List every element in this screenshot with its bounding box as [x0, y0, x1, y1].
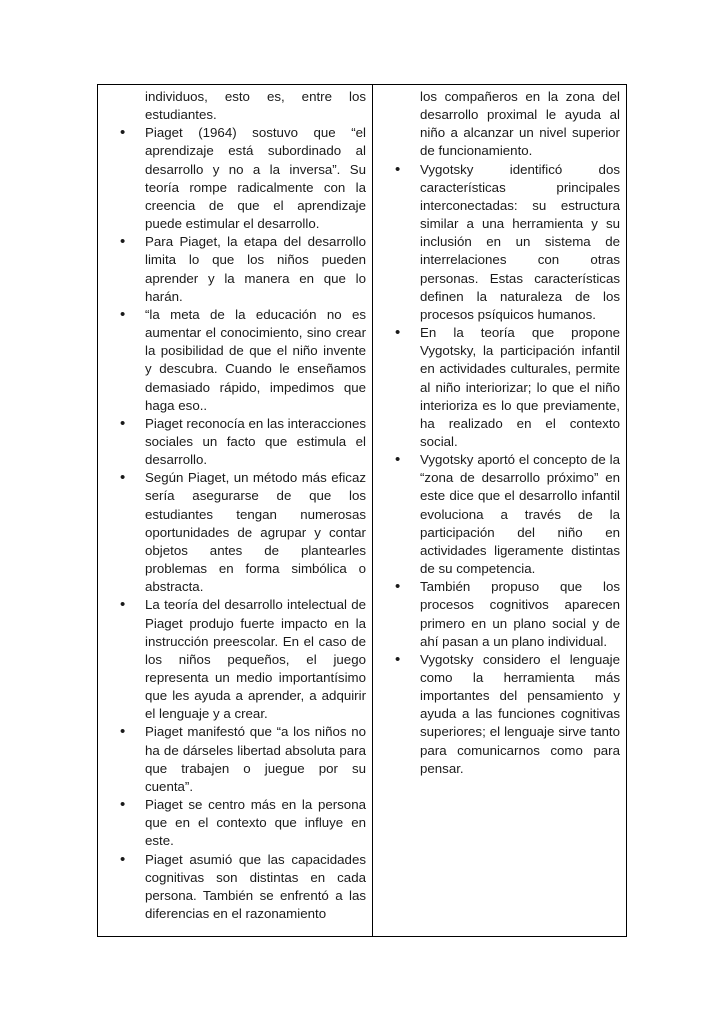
list-item: los compañeros en la zona del desarrollo proximal le ayuda al niño a alcanzar un nivel superior de funcionamiento. [420, 89, 620, 159]
left-bullet-list [104, 88, 366, 923]
list-item: • Vygotsky aportó el concepto de la “zona de desarrollo próximo” en este dice que el desarrollo infantil evoluciona a través de la participación del niño en actividades ligeramente distintas de su competencia. [379, 451, 620, 578]
list-item: • Piaget reconocía en las interacciones sociales un facto que estimula el desarrollo. [104, 415, 366, 469]
list-item: • La teoría del desarrollo intelectual de Piaget produjo fuerte impacto en la instrucción preescolar. En el caso de los niños pequeños, el juego representa un medio importantísimo que les ayuda a aprender, a adquirir el lenguaje y a crear. [104, 596, 366, 723]
table-row [98, 85, 627, 937]
list-item: • En la teoría que propone Vygotsky, la participación infantil en actividades culturales, permite al niño interiorizar; lo que el niño interioriza es lo que previamente, ha realizado en el contexto social. [379, 324, 620, 451]
right-column-cell [373, 85, 627, 937]
list-item: • Piaget se centro más en la persona que en el contexto que influye en este. [104, 796, 366, 850]
list-item: • Para Piaget, la etapa del desarrollo limita lo que los niños pueden aprender y la manera en que lo harán. [104, 233, 366, 306]
right-bullet-list [379, 88, 620, 778]
list-item: • Piaget manifestó que “a los niños no ha de dárseles libertad absoluta para que trabajen o juegue por su cuenta”. [104, 723, 366, 796]
list-item: • Piaget asumió que las capacidades cognitivas son distintas en cada persona. También se enfrentó a las diferencias en el razonamiento [104, 851, 366, 924]
list-item: • También propuso que los procesos cognitivos aparecen primero en un plano social y de ahí pasan a un plano individual. [379, 578, 620, 651]
list-item: • Según Piaget, un método más eficaz sería asegurarse de que los estudiantes tengan numerosas oportunidades de agrupar y contar objetos antes de plantearles problemas en forma simbólica o abstracta. [104, 469, 366, 596]
list-item: • Vygotsky considero el lenguaje como la herramienta más importantes del pensamiento y ayuda a las funciones cognitivas superiores; el lenguaje sirve tanto para comunicarnos como para pensar. [379, 651, 620, 778]
list-item: individuos, esto es, entre los estudiantes. [145, 89, 366, 123]
comparison-table [97, 84, 627, 937]
list-item: • “la meta de la educación no es aumentar el conocimiento, sino crear la posibilidad de que el niño invente y descubra. Cuando le enseñamos demasiado rápido, impedimos que haga eso.. [104, 306, 366, 415]
list-item: • Piaget (1964) sostuvo que “el aprendizaje está subordinado al desarrollo y no a la inversa”. Su teoría rompe radicalmente con la creencia de que el aprendizaje puede estimular el desarrollo. [104, 124, 366, 233]
left-column-cell [98, 85, 373, 937]
list-item: • Vygotsky identificó dos características principales interconectadas: su estructura similar a una herramienta y su inclusión en un sistema de interrelaciones con otras personas. Estas características definen la naturaleza de los procesos psíquicos humanos. [379, 161, 620, 324]
